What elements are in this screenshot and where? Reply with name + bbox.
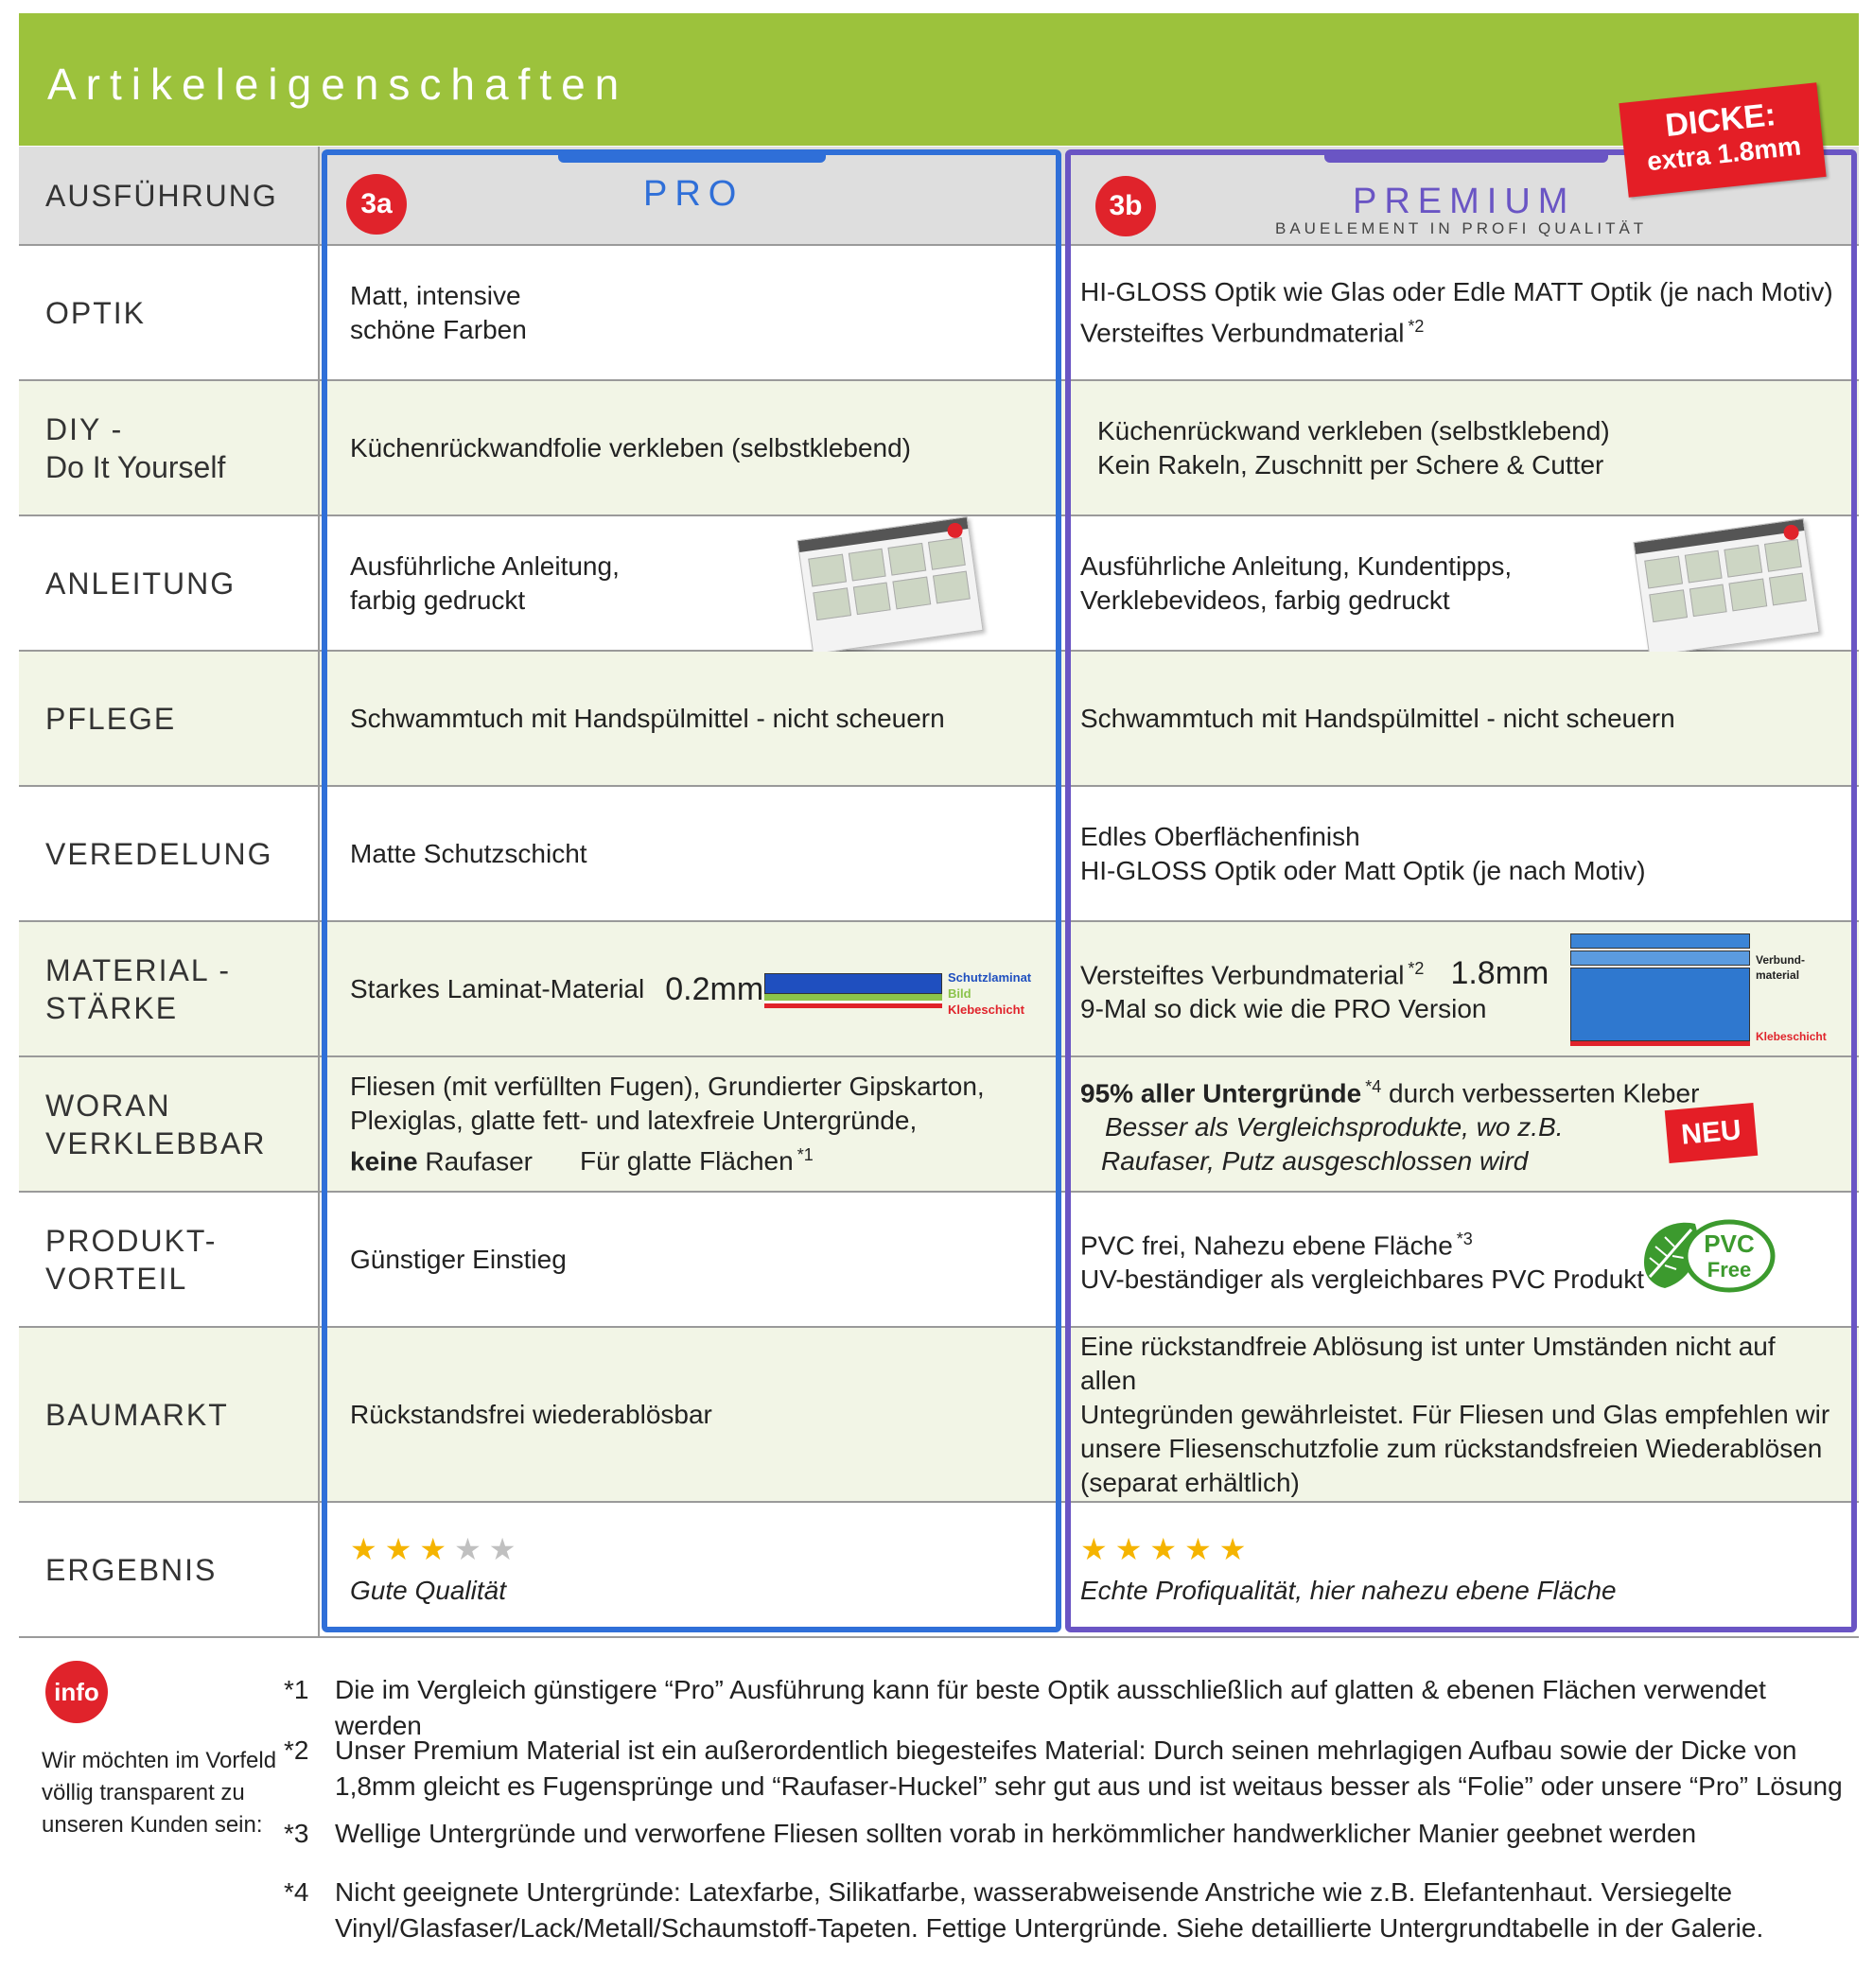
pro-cell: Fliesen (mit verfüllten Fugen), Grundierter Gipskarton, Plexiglas, glatte fett- und latexfreie Untergründe, keine Raufaser Für glatte Flächen $^{*1}$ bbox=[350, 1071, 985, 1177]
table-row-pflege bbox=[19, 652, 1859, 787]
pvc-free-logo bbox=[1637, 1211, 1778, 1305]
premium-cell: Versteiftes Verbundmaterial $^{*2}$ 1.8mm 9-Mal so dick wie die PRO Version bbox=[1080, 955, 1549, 1024]
premium-cell: ★ ★ ★ ★ ★ Echte Profiqualität, hier nahezu ebene Fläche bbox=[1080, 1503, 1837, 1636]
premium-cell: HI-GLOSS Optik wie Glas oder Edle MATT Optik (je nach Motiv) Versteiftes Verbundmaterial $^{*2}$ bbox=[1080, 276, 1833, 348]
row-label: VEREDELUNG bbox=[19, 787, 320, 920]
row-label: WORAN VERKLEBBAR bbox=[19, 1057, 320, 1191]
premium-column-subtitle: BAUELEMENT IN PROFI QUALITÄT bbox=[1275, 219, 1648, 237]
star-filled-icon: ★ bbox=[1149, 1531, 1178, 1566]
premium-cell: Ausführliche Anleitung, Kundentipps, Verklebevideos, farbig gedruckt bbox=[1080, 550, 1513, 615]
premium-cell: Eine rückstandfreie Ablösung ist unter Umständen nicht auf allen Untegründen gewährleistet. Für Fliesen und Glas empfehlen wir unsere Fliesenschutzfolie zum rückstandsfreien Wiederablösen (separat erhältlich) bbox=[1080, 1331, 1830, 1497]
row-label: MATERIAL - STÄRKE bbox=[19, 922, 320, 1055]
premium-cell: 95% aller Untergründe $^{*4}$ durch verbesserten Kleber Besser als Vergleichsprodukte, wo z.B. Raufaser, Putz ausgeschlossen wird bbox=[1080, 1076, 1700, 1177]
star-filled-icon: ★ bbox=[350, 1531, 377, 1566]
pro-cell: Küchenrückwandfolie verkleben (selbstklebend) bbox=[350, 432, 912, 462]
manual-image bbox=[1633, 518, 1819, 656]
info-intro: Wir möchten im Vorfeld völlig transparent zu unseren Kunden sein: bbox=[42, 1748, 277, 1838]
manual-image bbox=[796, 516, 983, 654]
star-empty-icon: ★ bbox=[488, 1531, 516, 1566]
premium-cell: Schwammtuch mit Handspülmittel - nicht scheuern bbox=[1080, 703, 1675, 733]
table-row-veredelung bbox=[19, 787, 1859, 922]
info-icon: info bbox=[45, 1661, 108, 1723]
pro-cell: Ausführliche Anleitung, farbig gedruckt bbox=[350, 550, 620, 615]
pro-column-tab bbox=[558, 151, 826, 163]
table-row-baumarkt bbox=[19, 1328, 1859, 1503]
premium-cell: Küchenrückwand verkleben (selbstklebend) Kein Rakeln, Zuschnitt per Schere & Cutter bbox=[1097, 415, 1610, 480]
pro-cell: Rückstandsfrei wiederablösbar bbox=[350, 1399, 712, 1429]
star-filled-icon: ★ bbox=[384, 1531, 412, 1566]
pro-cell: Schwammtuch mit Handspülmittel - nicht scheuern bbox=[350, 703, 945, 733]
premium-layer-legend-top: Verbund- material bbox=[1756, 953, 1806, 982]
row-label: ERGEBNIS bbox=[19, 1503, 320, 1636]
pro-column-title: PRO bbox=[643, 174, 744, 214]
premium-cell: Edles Oberflächenfinish HI-GLOSS Optik oder Matt Optik (je nach Motiv) bbox=[1080, 821, 1646, 885]
pro-cell: Starkes Laminat-Material 0.2mm bbox=[350, 970, 764, 1007]
column-label-header: AUSFÜHRUNG bbox=[19, 147, 320, 244]
footnote-2: *2 Unser Premium Material ist ein außerordentlich biegesteifes Material: Durch seinen mehrlagigen Aufbau sowie der Dicke von 1,8mm gleicht es Fugensprünge und “Raufaser-Huckel” sehr gut aus und ist weitaus besser als “Folie” oder unsere “Pro” Lösung bbox=[284, 1735, 1843, 1801]
footnote-ref: *2 bbox=[1408, 316, 1425, 336]
table-row-ergebnis bbox=[19, 1503, 1859, 1638]
premium-badge: 3b bbox=[1095, 176, 1156, 236]
table-row-produktvorteil bbox=[19, 1193, 1859, 1328]
footnote-3: *3 Wellige Untergründe und verworfene Fliesen sollten vorab in herkömmlicher handwerklicher Manier geebnet werden bbox=[284, 1819, 1697, 1848]
star-filled-icon: ★ bbox=[1114, 1531, 1143, 1566]
row-label: DIY - Do It Yourself bbox=[19, 381, 320, 514]
section-header bbox=[19, 13, 1859, 146]
premium-layer-diagram bbox=[1570, 933, 1750, 1043]
pro-star-rating bbox=[350, 1532, 1069, 1566]
pro-layer-diagram bbox=[764, 973, 942, 1009]
row-label: OPTIK bbox=[19, 246, 320, 379]
pro-cell: Matt, intensive schöne Farben bbox=[350, 280, 527, 344]
table-row-woran-verklebbar bbox=[19, 1057, 1859, 1193]
svg-text:PVC: PVC bbox=[1704, 1229, 1755, 1258]
pro-cell: ★ ★ ★ ★ ★ Gute Qualität bbox=[350, 1503, 1069, 1636]
svg-text:Free: Free bbox=[1707, 1258, 1752, 1282]
table-row-materialstaerke bbox=[19, 922, 1859, 1057]
star-filled-icon: ★ bbox=[1080, 1531, 1108, 1566]
leaf-icon bbox=[1637, 1211, 1778, 1305]
row-label: BAUMARKT bbox=[19, 1328, 320, 1501]
table-row-diy bbox=[19, 381, 1859, 516]
section-title: Artikeleigenschaften bbox=[47, 60, 629, 109]
table-row-anleitung bbox=[19, 516, 1859, 652]
premium-column-title: PREMIUM bbox=[1353, 182, 1576, 221]
star-filled-icon: ★ bbox=[1218, 1531, 1247, 1566]
pro-cell: Matte Schutzschicht bbox=[350, 838, 587, 868]
premium-star-rating bbox=[1080, 1532, 1837, 1566]
table-row-optik bbox=[19, 246, 1859, 381]
row-label: ANLEITUNG bbox=[19, 516, 320, 650]
new-badge: NEU bbox=[1665, 1103, 1759, 1163]
pro-layer-legend: Schutzlaminat Bild Klebeschicht bbox=[948, 970, 1032, 1017]
premium-cell: PVC frei, Nahezu ebene Fläche $^{*3}$ UV-beständiger als vergleichbares PVC Produkt bbox=[1080, 1229, 1645, 1295]
thickness-badge: DICKE: extra 1.8mm bbox=[1619, 82, 1826, 197]
premium-column-tab bbox=[1324, 151, 1608, 163]
star-filled-icon: ★ bbox=[419, 1531, 447, 1566]
star-filled-icon: ★ bbox=[1184, 1531, 1212, 1566]
star-empty-icon: ★ bbox=[454, 1531, 481, 1566]
footnote-4: *4 Nicht geeignete Untergründe: Latexfarbe, Silikatfarbe, wasserabweisende Anstriche wie z.B. Elefantenhaut. Versiegelte Vinyl/Glasfaser/Lack/Metall/Schaumstoff-Tapeten. Fettige Untergründe. Siehe detaillierte Untergrundtabelle in der Galerie. bbox=[284, 1877, 1764, 1943]
footnote-1: *1 Die im Vergleich günstigere “Pro” Ausführung kann für beste Optik ausschließlich auf glatten & ebenen Flächen verwendet werden bbox=[284, 1675, 1766, 1740]
row-label: PRODUKT- VORTEIL bbox=[19, 1193, 320, 1326]
pro-badge: 3a bbox=[346, 174, 407, 235]
premium-layer-legend-bottom: Klebeschicht bbox=[1756, 1030, 1827, 1043]
pro-cell: Günstiger Einstieg bbox=[350, 1244, 567, 1274]
row-label: PFLEGE bbox=[19, 652, 320, 785]
